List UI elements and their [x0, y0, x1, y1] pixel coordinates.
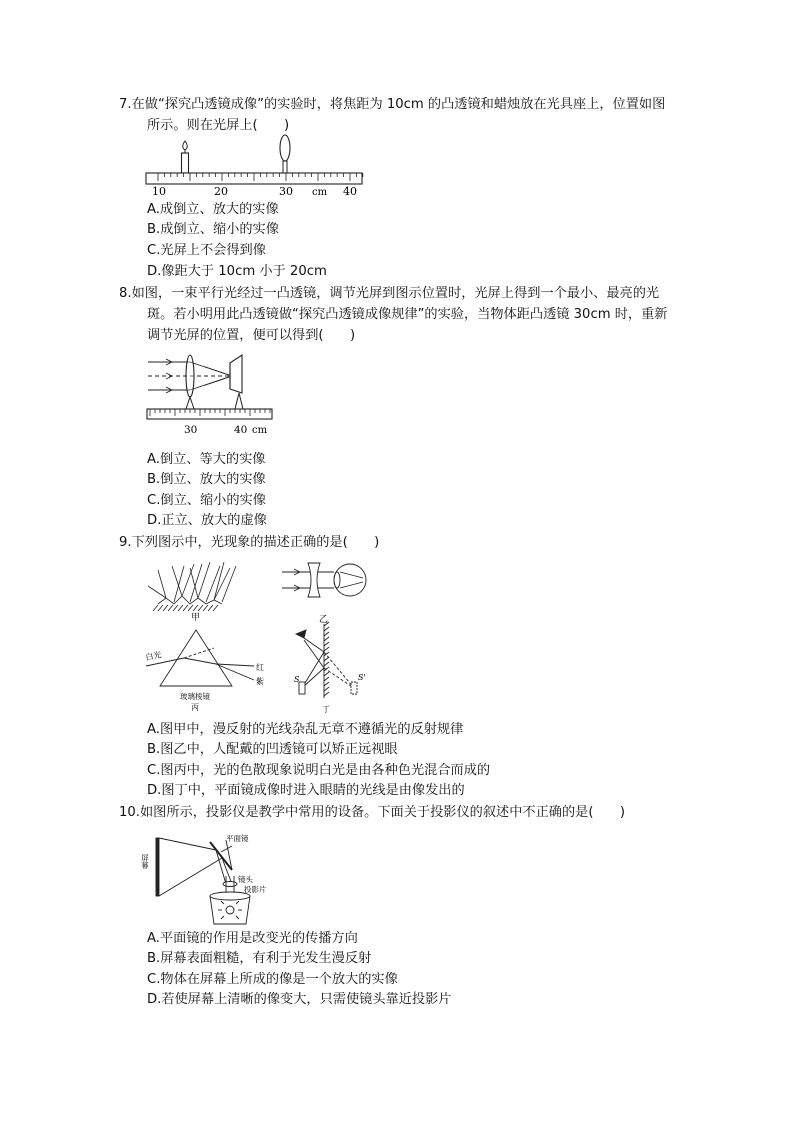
mirror-label: 平面镜	[226, 834, 249, 843]
option-c[interactable]: C.倒立、缩小的实像	[147, 493, 266, 508]
option-a[interactable]: A.图甲中，漫反射的光线杂乱无章不遵循光的反射规律	[147, 722, 464, 737]
question-stem-line: 调节光屏的位置，便可以得到( )	[147, 328, 356, 343]
question-stem-line: 如图所示，投影仪是教学中常用的设备。下面关于投影仪的叙述中不正确的是( )	[139, 805, 626, 820]
question-10	[119, 802, 719, 823]
source-label: S	[294, 675, 300, 684]
light-phenomena-figure-q9	[144, 558, 384, 718]
question-number: 9.	[119, 535, 132, 550]
diffuse-reflection-diagram	[148, 562, 236, 611]
slide-label: 投影片	[244, 885, 267, 894]
option-b[interactable]: B.图乙中，人配戴的凹透镜可以矫正远视眼	[147, 742, 398, 757]
eye-with-concave-lens-diagram	[282, 563, 366, 597]
option-d[interactable]: D.若使屏幕上清晰的像变大，只需使镜头靠近投影片	[147, 992, 452, 1007]
question-stem-line: 在做“探究凸透镜成像”的实验时，将焦距为 10cm 的凸透镜和蜡烛放在光具座上，位置如图	[131, 97, 666, 112]
tick-label: 40	[234, 424, 248, 436]
tick-label: 30	[184, 424, 198, 436]
plane-mirror-imaging-diagram	[296, 622, 357, 698]
optical-bench-figure-q7	[144, 134, 366, 198]
figure-label-bing: 丙	[191, 703, 199, 712]
option-d[interactable]: D.图丁中，平面镜成像时进入眼睛的光线是由像发出的	[147, 783, 465, 798]
option-b[interactable]: B.成倒立、缩小的实像	[147, 222, 279, 237]
option-c[interactable]: C.光屏上不会得到像	[147, 243, 266, 258]
projector-diagram	[156, 838, 250, 924]
question-number: 8.	[119, 286, 132, 301]
option-b[interactable]: B.倒立、放大的实像	[147, 472, 266, 487]
option-d[interactable]: D.正立、放大的虚像	[147, 513, 267, 528]
option-c[interactable]: C.物体在屏幕上所成的像是一个放大的实像	[147, 972, 398, 987]
option-b[interactable]: B.屏幕表面粗糙，有利于光发生漫反射	[147, 951, 372, 966]
prism-dispersion-diagram	[146, 630, 254, 686]
optical-bench	[147, 409, 272, 419]
question-stem-line: 所示。则在光屏上( )	[147, 118, 290, 133]
white-light-label: 白光	[144, 650, 163, 662]
prism-label: 玻璃棱镜	[180, 692, 210, 701]
lens-focus-figure-q8	[146, 349, 274, 439]
candle-icon	[182, 141, 189, 173]
violet-light-label: 紫	[256, 677, 264, 686]
unit-label: cm	[252, 425, 268, 436]
lens-label: 镜头	[238, 875, 253, 884]
convex-lens-icon	[280, 135, 290, 173]
question-stem-line: 下列图示中，光现象的描述正确的是( )	[131, 535, 380, 550]
red-light-label: 红	[256, 663, 264, 672]
question-stem-line: 如图，一束平行光经过一凸透镜，调节光屏到图示位置时，光屏上得到一个最小、最亮的光	[131, 286, 660, 301]
light-screen-icon	[230, 355, 243, 409]
question-number: 7.	[119, 97, 132, 112]
question-number: 10.	[119, 805, 140, 820]
projector-figure-q10	[140, 832, 276, 928]
unit-label: cm	[312, 187, 328, 198]
option-c[interactable]: C.图丙中，光的色散现象说明白光是由各种色光混合而成的	[147, 763, 491, 778]
option-a[interactable]: A.成倒立、放大的实像	[147, 202, 279, 217]
question-7	[119, 94, 719, 136]
tick-label: 20	[214, 185, 228, 198]
option-a[interactable]: A.平面镜的作用是改变光的传播方向	[147, 931, 358, 946]
option-d[interactable]: D.像距大于 10cm 小于 20cm	[147, 264, 327, 279]
option-a[interactable]: A.倒立、等大的实像	[147, 452, 266, 467]
figure-label-ding: 丁	[322, 705, 330, 714]
figure-label-jia: 甲	[191, 613, 201, 623]
tick-label: 30	[279, 185, 293, 198]
figure-label-yi: 乙	[319, 615, 329, 625]
screen-label: 屏幕	[140, 854, 150, 869]
question-stem-line: 斑。若小明用此凸透镜做“探究凸透镜成像规律”的实验，当物体距凸透镜 30cm 时，重新	[147, 307, 668, 322]
tick-label: 40	[343, 185, 357, 198]
question-8	[119, 283, 719, 346]
tick-label: 10	[152, 185, 166, 198]
image-label: S'	[358, 673, 366, 682]
question-9	[119, 532, 719, 553]
convex-lens-icon	[186, 355, 194, 409]
